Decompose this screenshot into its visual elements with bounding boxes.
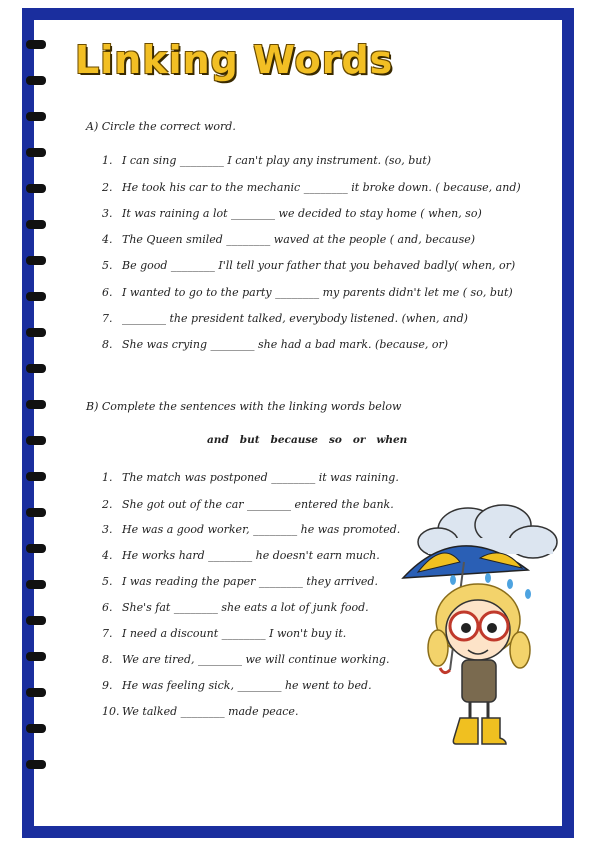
list-item: 7. ________ the president talked, everybody listened. (when, and) (102, 312, 468, 325)
list-item: 4. The Queen smiled ________ waved at the people ( and, because) (102, 233, 476, 246)
list-item: 5. Be good ________ I'll tell your father that you behaved badly( when, or) (102, 259, 516, 272)
page-title: Linking Words (75, 38, 394, 82)
list-item: 7. I need a discount ________ I won't buy it. (102, 627, 347, 640)
list-item: 1. I can sing ________ I can't play any instrument. (so, but) (102, 154, 432, 167)
girl-umbrella-illustration (398, 500, 558, 760)
section-b-heading: B) Complete the sentences with the linking words below (86, 400, 402, 413)
list-item: 10. We talked ________ made peace. (102, 705, 299, 718)
list-item: 9. He was feeling sick, ________ he went to bed. (102, 679, 372, 692)
list-item: 8. We are tired, ________ we will continue working. (102, 653, 390, 666)
list-item: 5. I was reading the paper ________ they arrived. (102, 575, 378, 588)
list-item: 3. It was raining a lot ________ we decided to stay home ( when, so) (102, 207, 482, 220)
word-bank: and but because so or when (207, 434, 408, 446)
list-item: 8. She was crying ________ she had a bad mark. (because, or) (102, 338, 448, 351)
list-item: 6. She's fat ________ she eats a lot of junk food. (102, 601, 369, 614)
list-item: 6. I wanted to go to the party ________ my parents didn't let me ( so, but) (102, 286, 513, 299)
section-a-heading: A) Circle the correct word. (86, 120, 236, 133)
list-item: 2. She got out of the car ________ entered the bank. (102, 498, 394, 511)
list-item: 1. The match was postponed ________ it was raining. (102, 471, 399, 484)
list-item: 4. He works hard ________ he doesn't earn much. (102, 549, 380, 562)
list-item: 2. He took his car to the mechanic ________ it broke down. ( because, and) (102, 181, 521, 194)
spiral-binding (26, 40, 46, 800)
list-item: 3. He was a good worker, ________ he was promoted. (102, 523, 401, 536)
